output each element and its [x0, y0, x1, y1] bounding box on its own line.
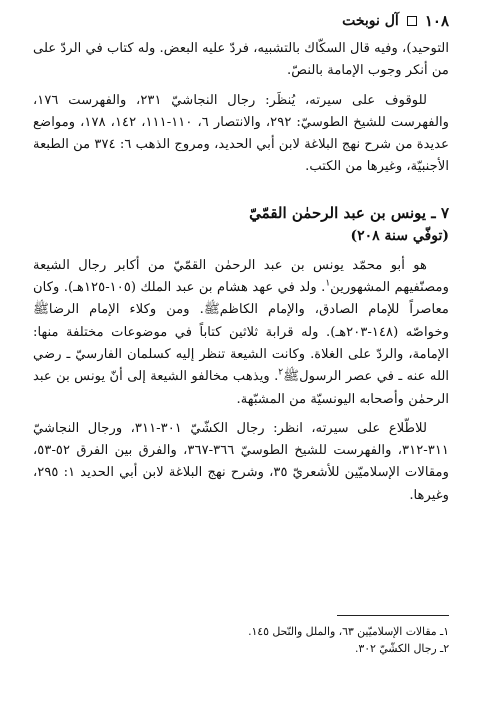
sources-paragraph: للاطّلاع على سيرته، انظر: رجال الكشّيّ ٣٠١-٣١١، ورجال النجاشيّ ٣١١-٣١٢، والفهرست للشيخ الطوسيّ ٣٦٦-٣٦٧، والفرق بين الفرق ٥٢-٥٣، ومقالات الإسلاميّين للأشعريّ ٣٥، وشرح نهج البلاغة لابن أبي الحديد ١: ٢٩٥، وغيرها. [33, 420, 449, 503]
footnote-1: ١ـ مقالات الإسلاميّين ٦٣، والملل والنّحل ١٤٥. [248, 625, 449, 638]
intro-paragraph-2: للوقوف على سيرته، يُنظَر: رجال النجاشيّ ٢٣١، والفهرست ١٧٦، والفهرست للشيخ الطوسيّ: ٢٩٢، والانتصار ٦، ١١٠-١١١، ١٤٢، ١٧٨، ومواضع عديدة من شرح نهج البلاغة لابن أبي الحديد، ومروج الذهب ٦: ٣٧٤ من الطبعة الأجنبيّة، وغيرها من الكتب. [33, 92, 450, 175]
page-number: ١٠٨ [424, 12, 449, 30]
footnotes [33, 623, 449, 657]
square-ornament-icon [407, 16, 417, 26]
running-header [42, 10, 449, 32]
section-subtitle: (توفّي سنة ٢٠٨) [350, 227, 449, 244]
body-text [33, 38, 449, 507]
section-title: ٧ ـ يونس بن عبد الرحمٰن القمّيّ [249, 203, 449, 222]
biography-text-a: هو أبو محمّد يونس بن عبد الرحمٰن القمّيّ من أكابر رجال الشيعة ومصنّفيهم المشهورين [33, 257, 449, 296]
intro-paragraph-1: التوحيد)، وفيه قال السكّاك بالتشبيه، فردّ عليه البعض. وله كتاب في الردّ على من أنكر وجوب الإمامة بالنصّ. [33, 41, 449, 79]
biography-text-c: . ويذهب مخالفو الشيعة إلى أنّ يونس بن عبد الرحمٰن وأصحابه اليونسيّة من المشبّهة. [33, 369, 449, 407]
footnote-2: ٢ـ رجال الكشّيّ ٣٠٢. [354, 642, 449, 655]
footnote-ref-1[interactable]: ١ [325, 278, 331, 289]
footnote-divider [337, 615, 449, 616]
running-title: آل نوبخت [342, 13, 399, 29]
biography-paragraph [33, 255, 449, 411]
footnote-ref-2[interactable]: ٢ [278, 367, 284, 378]
biography-text-b: . ولد في عهد هشام بن عبد الملك (١٠٥-١٢٥هـ). وكان معاصراً للإمام الصادق، والإمام الكاظمﷺ. ومن وكلاء الإمام الرضاﷺ وخواصّه (١٤٨-٢٠٣هـ). وله قرابة ثلاثين كتاباً في موضوعات مختلفة منها: الإمامة، والردّ على الغلاة. وكانت الشيعة تنظر إليه كسلمان الفارسيّ ـ رضي الله عنه ـ في عصر الرسولﷺ [33, 280, 450, 385]
